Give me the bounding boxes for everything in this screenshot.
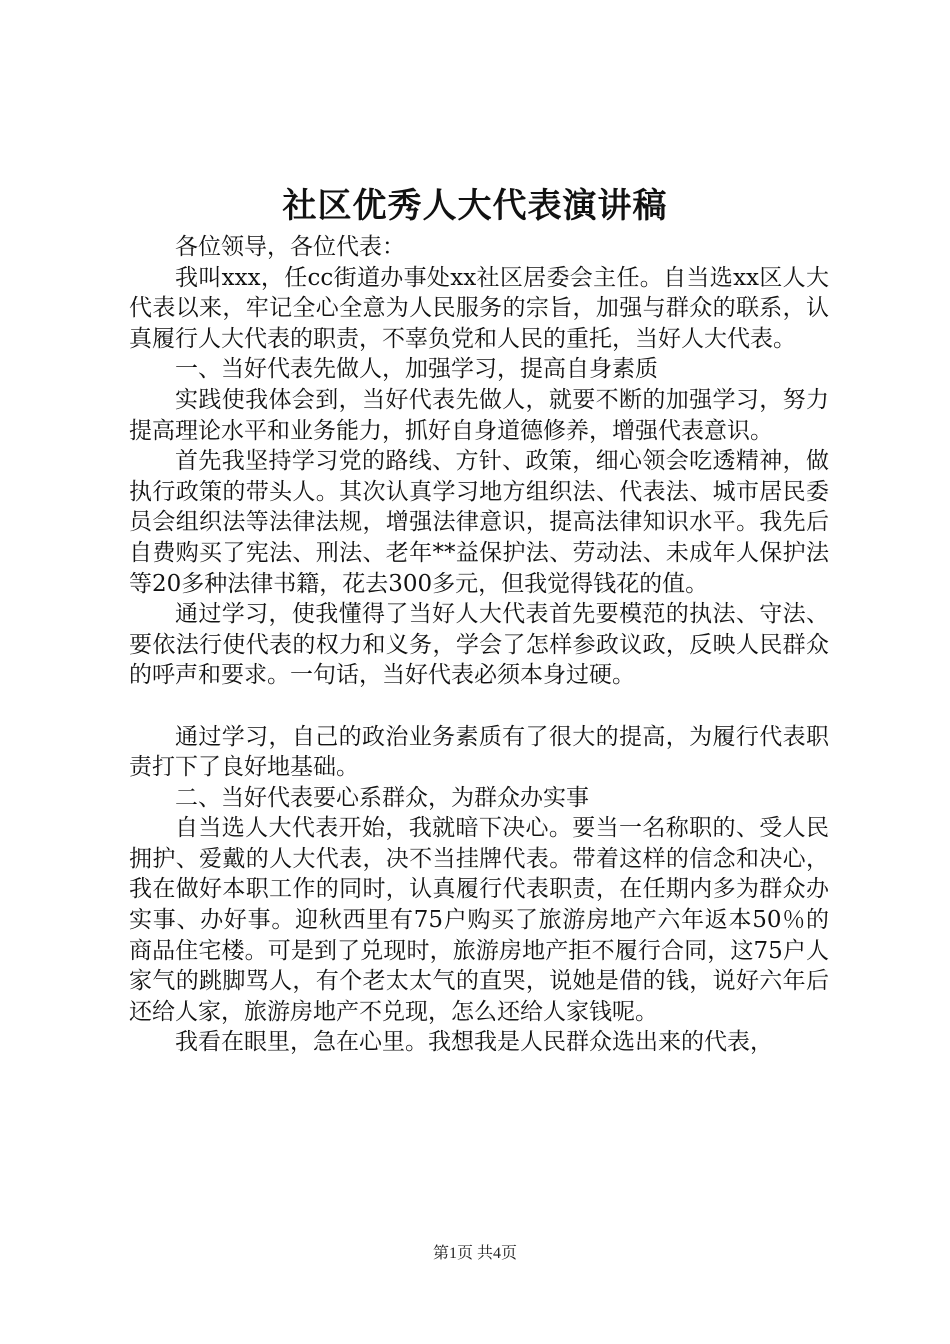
body-paragraph: 实践使我体会到，当好代表先做人，就要不断的加强学习，努力提高理论水平和业务能力，抓好自身道德修养，增强代表意识。 — [129, 386, 829, 444]
section-heading-2: 二、当好代表要心系群众，为群众办实事 — [175, 784, 589, 811]
body-paragraph: 首先我坚持学习党的路线、方针、政策，细心领会吃透精神，做执行政策的带头人。其次认真学习地方组织法、代表法、城市居民委员会组织法等法律法规，增强法律意识，提高法律知识水平。我先后自费购买了宪法、刑法、老年**益保护法、劳动法、未成年人保护法等20多种法律书籍，花去300多元，但我觉得钱花的值。 — [129, 448, 829, 597]
document-title: 社区优秀人大代表演讲稿 — [282, 186, 668, 226]
body-paragraph: 通过学习，自己的政治业务素质有了很大的提高，为履行代表职责打下了良好地基础。 — [129, 723, 829, 781]
body-paragraph: 我看在眼里，急在心里。我想我是人民群众选出来的代表， — [175, 1029, 773, 1056]
document-body — [129, 232, 829, 1058]
salutation-paragraph: 各位领导，各位代表： — [175, 234, 405, 260]
body-paragraph: 自当选人大代表开始，我就暗下决心。要当一名称职的、受人民拥护、爱戴的人大代表，决不当挂牌代表。带着这样的信念和决心，我在做好本职工作的同时，认真履行代表职责，在任期内多为群众办实事、办好事。迎秋西里有75户购买了旅游房地产六年返本50％的商品住宅楼。可是到了兑现时，旅游房地产拒不履行合同，这75户人家气的跳脚骂人，有个老太太气的直哭，说她是借的钱，说好六年后还给人家，旅游房地产不兑现，怎么还给人家钱呢。 — [129, 815, 829, 1025]
intro-paragraph: 我叫xxx，任cc街道办事处xx社区居委会主任。自当选xx区人大代表以来，牢记全心全意为人民服务的宗旨，加强与群众的联系，认真履行人大代表的职责，不辜负党和人民的重托，当好人大代表。 — [129, 264, 829, 352]
section-heading-1: 一、当好代表先做人，加强学习，提高自身素质 — [175, 356, 658, 383]
body-paragraph: 通过学习，使我懂得了当好人大代表首先要模范的执法、守法、要依法行使代表的权力和义务，学会了怎样参政议政，反映人民群众的呼声和要求。一句话，当好代表必须本身过硬。 — [129, 601, 829, 689]
page-footer: 第1页 共4页 — [432, 1245, 517, 1262]
